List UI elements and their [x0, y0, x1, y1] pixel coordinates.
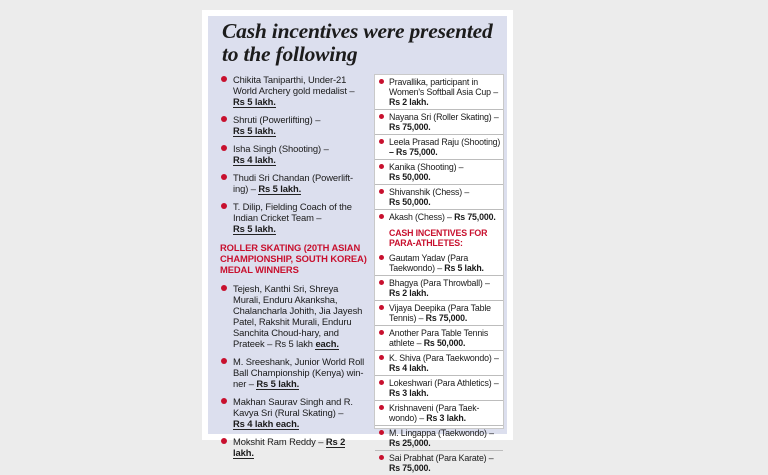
- list-item: Tejesh, Kanthi Sri, Shreya Murali, Enduru Akanksha, Chalancharla Johith, Jia Jayesh Patel, Rakshit Murali, Enduru Sanchita Choud-hary, and Prateek – Rs 5 lakh each.: [218, 283, 368, 349]
- roller-skating-heading: ROLLER SKATING (20TH ASIAN CHAMPIONSHIP, SOUTH KOREA) MEDAL WINNERS: [220, 242, 367, 275]
- list-item: Pravallika, participant in Women's Softball Asia Cup – Rs 2 lakh.: [375, 75, 503, 110]
- list-item: Chikita Taniparthi, Under-21 World Archery gold medalist – Rs 5 lakh.: [218, 74, 368, 107]
- bullet-dot-icon: [379, 139, 384, 144]
- infographic-body: [208, 16, 507, 473]
- bullet-dot-icon: [221, 203, 227, 209]
- bullet-dot-icon: [379, 255, 384, 260]
- bullet-dot-icon: [379, 214, 384, 219]
- list-item: Makhan Saurav Singh and R. Kavya Sri (Rural Skating) – Rs 4 lakh each.: [218, 396, 368, 429]
- list-item: Gautam Yadav (Para Taekwondo) – Rs 5 lakh.: [375, 251, 503, 276]
- list-item: K. Shiva (Para Taekwondo) – Rs 4 lakh.: [375, 351, 503, 376]
- infographic-panel: [202, 10, 513, 473]
- bullet-dot-icon: [379, 305, 384, 310]
- list-item: Isha Singh (Shooting) – Rs 4 lakh.: [218, 143, 368, 165]
- bullet-dot-icon: [221, 145, 227, 151]
- bullet-dot-icon: [221, 358, 227, 364]
- bullet-dot-icon: [379, 164, 384, 169]
- list-item: Vijaya Deepika (Para Table Tennis) – Rs 75,000.: [375, 301, 503, 326]
- list-item: Sai Prabhat (Para Karate) – Rs 75,000.: [375, 451, 503, 475]
- bullet-dot-icon: [379, 380, 384, 385]
- list-item: Mokshit Ram Reddy – Rs 2 lakh.: [218, 436, 368, 458]
- bullet-dot-icon: [379, 280, 384, 285]
- list-item: M. Sreeshank, Junior World Roll Ball Championship (Kenya) win-ner – Rs 5 lakh.: [218, 356, 368, 389]
- bullet-dot-icon: [379, 430, 384, 435]
- right-column: [374, 74, 504, 473]
- list-item: Nayana Sri (Roller Skating) – Rs 75,000.: [375, 110, 503, 135]
- bullet-dot-icon: [221, 174, 227, 180]
- infographic-title: Cash incentives were presented to the following: [222, 19, 493, 66]
- list-item: Thudi Sri Chandan (Powerlift-ing) – Rs 5 lakh.: [218, 172, 368, 194]
- list-item: T. Dilip, Fielding Coach of the Indian Cricket Team – Rs 5 lakh.: [218, 201, 368, 234]
- bullet-dot-icon: [379, 330, 384, 335]
- list-item: M. Lingappa (Taekwondo) – Rs 25,000.: [375, 426, 503, 451]
- bullet-dot-icon: [379, 355, 384, 360]
- list-item: Shruti (Powerlifting) – Rs 5 lakh.: [218, 114, 368, 136]
- list-item: Bhagya (Para Throwball) – Rs 2 lakh.: [375, 276, 503, 301]
- bullet-dot-icon: [379, 114, 384, 119]
- bullet-dot-icon: [221, 285, 227, 291]
- list-item: Akash (Chess) – Rs 75,000.: [375, 210, 503, 224]
- list-item: Krishnaveni (Para Taek-wondo) – Rs 3 lakh.: [375, 401, 503, 426]
- list-item: Kanika (Shooting) – Rs 50,000.: [375, 160, 503, 185]
- bullet-dot-icon: [221, 438, 227, 444]
- bullet-dot-icon: [379, 405, 384, 410]
- para-athletes-heading: CASH INCENTIVES FOR PARA-ATHLETES:: [389, 228, 488, 248]
- list-item: Shivanshik (Chess) – Rs 50,000.: [375, 185, 503, 210]
- bullet-dot-icon: [379, 79, 384, 84]
- bullet-dot-icon: [379, 455, 384, 460]
- list-item: Another Para Table Tennis athlete – Rs 50,000.: [375, 326, 503, 351]
- left-column: [218, 74, 368, 465]
- bullet-dot-icon: [221, 398, 227, 404]
- list-item: Lokeshwari (Para Athletics) – Rs 3 lakh.: [375, 376, 503, 401]
- list-item: Leela Prasad Raju (Shooting) – Rs 75,000.: [375, 135, 503, 160]
- bullet-dot-icon: [221, 76, 227, 82]
- bullet-dot-icon: [221, 116, 227, 122]
- bullet-dot-icon: [379, 189, 384, 194]
